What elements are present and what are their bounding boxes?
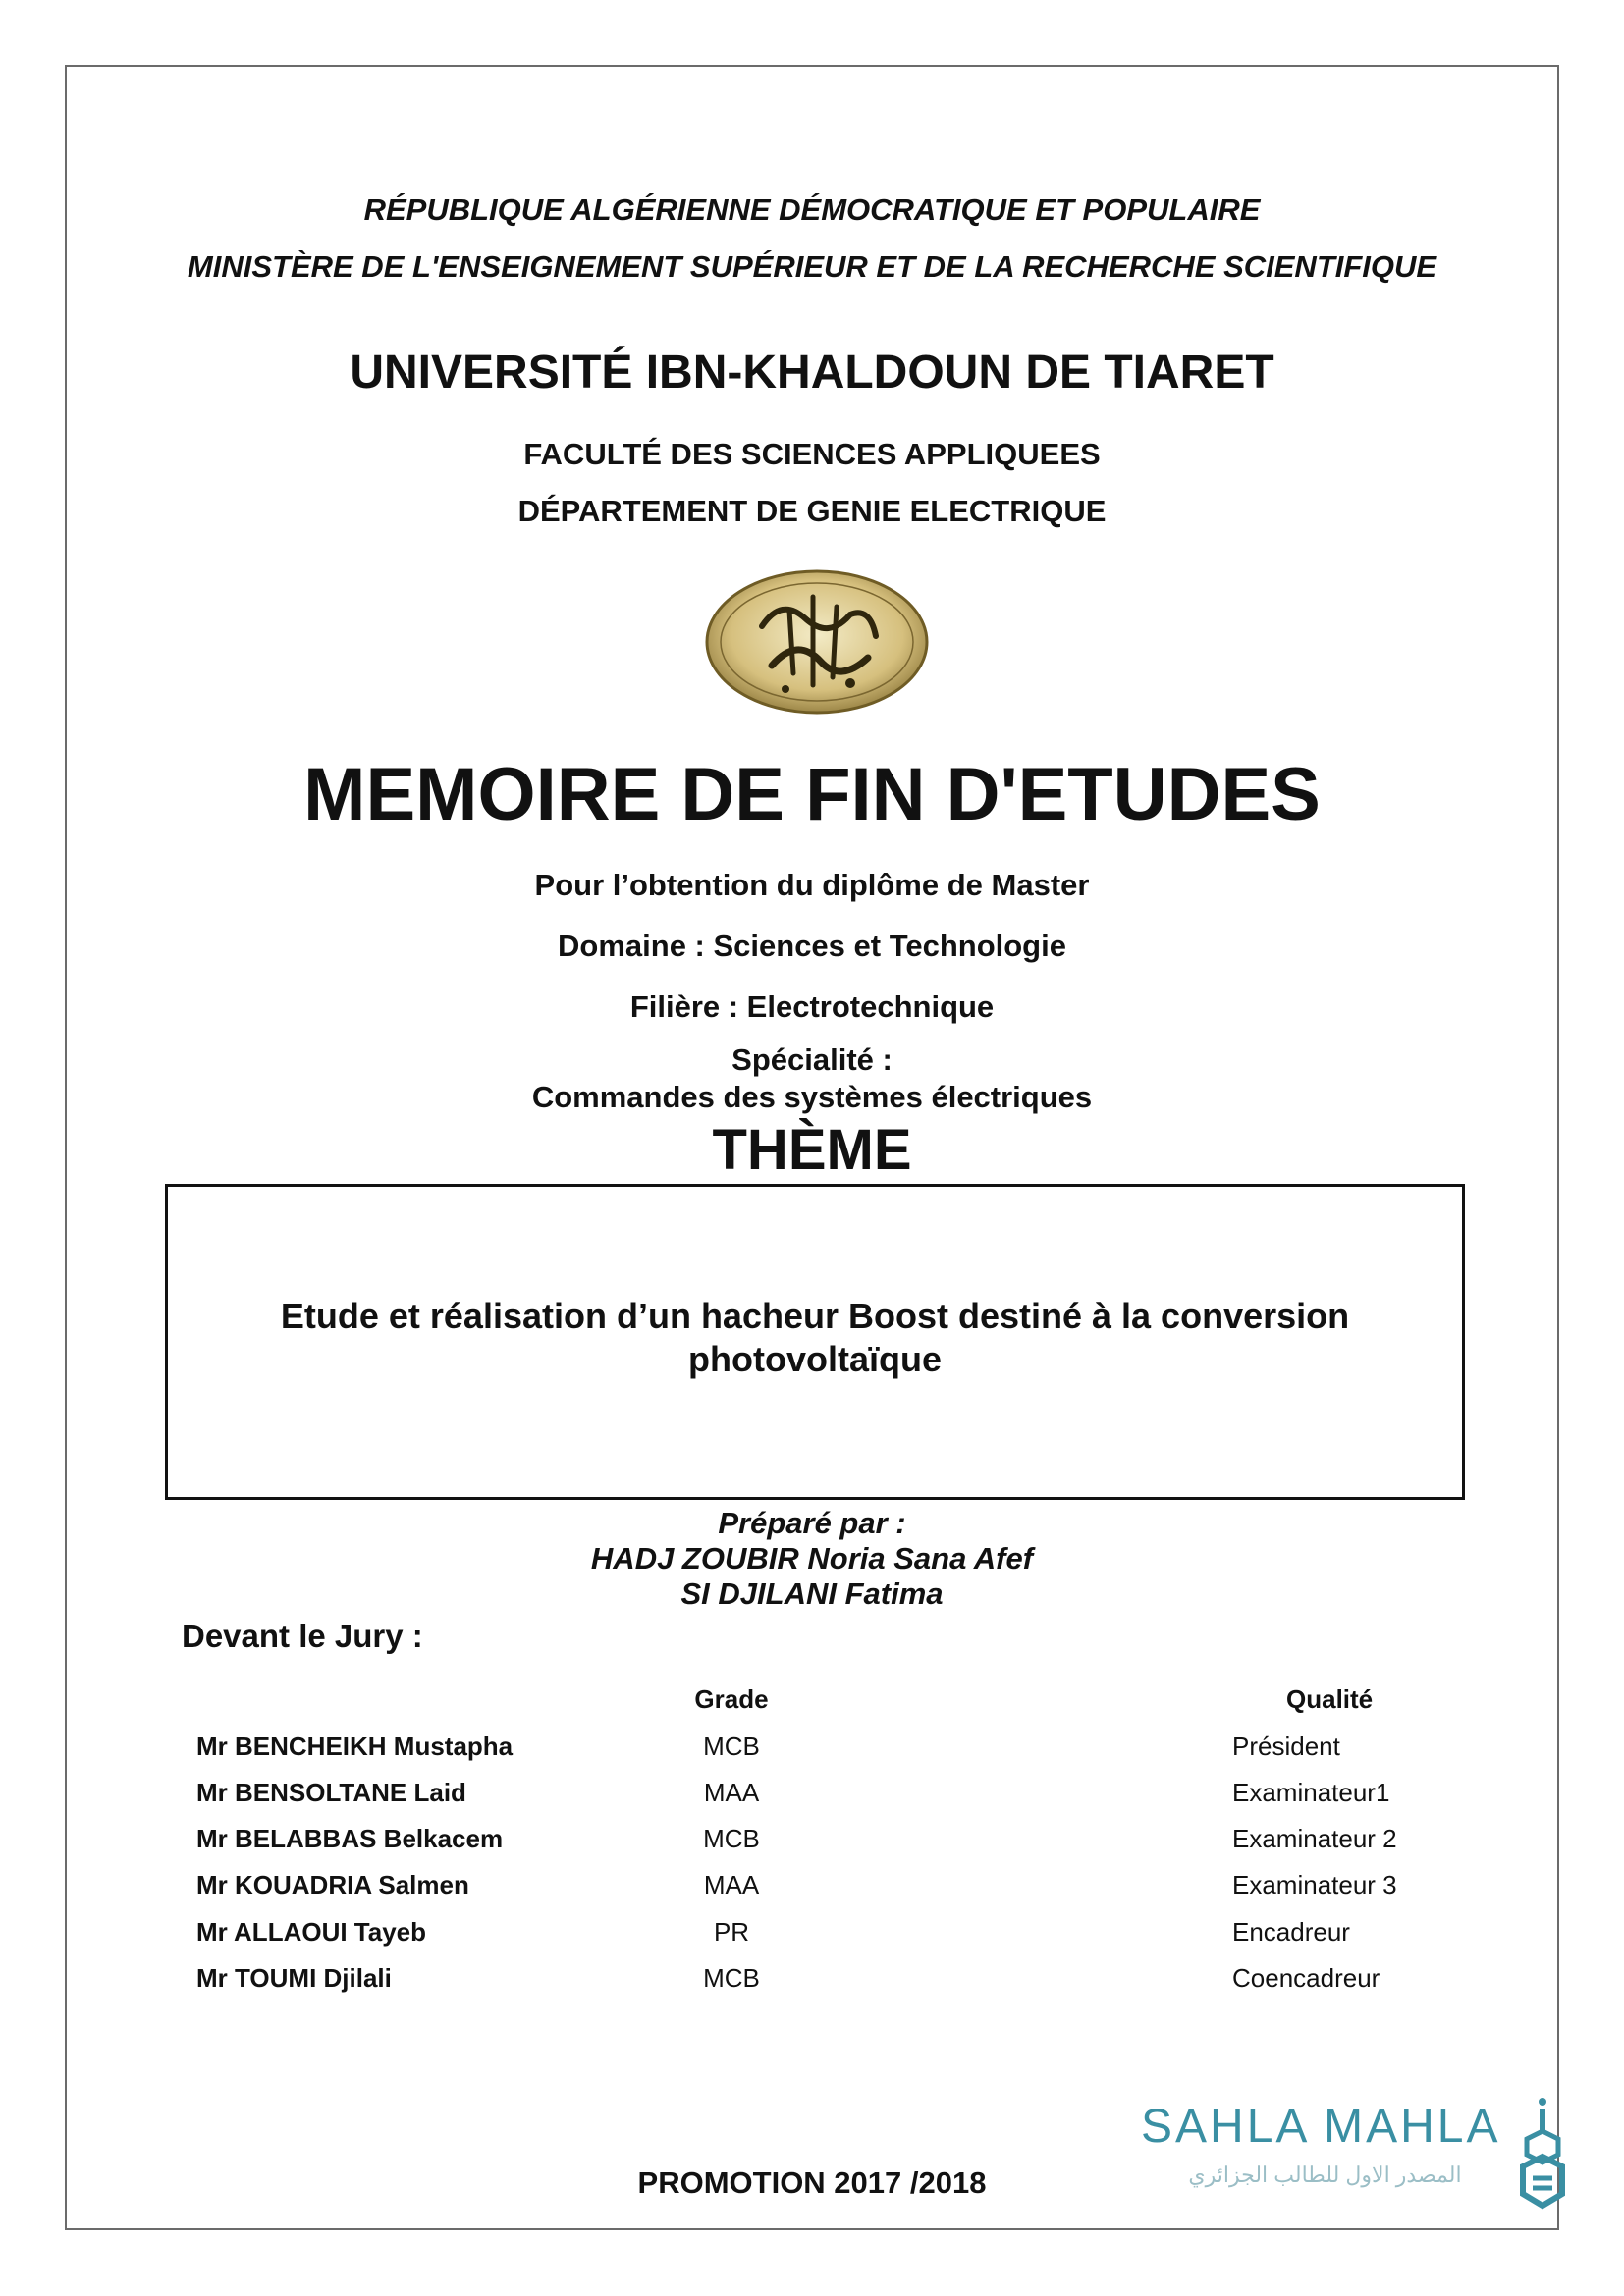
jury-row bbox=[0, 1732, 1624, 1771]
theme-box bbox=[165, 1184, 1465, 1500]
jury-member-name: Mr ALLAOUI Tayeb bbox=[196, 1917, 427, 1947]
memoire-title: MEMOIRE DE FIN D'ETUDES bbox=[303, 753, 1321, 836]
jury-member-qualite: Examinateur1 bbox=[1232, 1778, 1390, 1807]
jury-member-qualite: Examinateur 3 bbox=[1232, 1870, 1397, 1899]
jury-member-grade: MCB bbox=[703, 1963, 760, 1993]
prepared-label: Préparé par : bbox=[718, 1506, 906, 1540]
jury-member-grade: MCB bbox=[703, 1824, 760, 1853]
university-name: UNIVERSITÉ IBN-KHALDOUN DE TIARET bbox=[350, 347, 1274, 399]
promotion-line: PROMOTION 2017 /2018 bbox=[637, 2165, 987, 2200]
jury-member-name: Mr KOUADRIA Salmen bbox=[196, 1870, 469, 1899]
jury-header-grade: Grade bbox=[694, 1684, 769, 1714]
theme-title-line2: photovoltaïque bbox=[688, 1339, 942, 1379]
jury-member-qualite: Coencadreur bbox=[1232, 1963, 1380, 1993]
jury-member-grade: MAA bbox=[703, 1778, 760, 1807]
theme-heading: THÈME bbox=[712, 1118, 912, 1182]
author-2: SI DJILANI Fatima bbox=[680, 1576, 944, 1611]
jury-row bbox=[0, 1824, 1624, 1863]
republic-line: RÉPUBLIQUE ALGÉRIENNE DÉMOCRATIQUE ET POPULAIRE bbox=[363, 192, 1261, 227]
jury-header-qualite: Qualité bbox=[1286, 1684, 1374, 1714]
jury-member-name: Mr BENSOLTANE Laid bbox=[196, 1778, 466, 1807]
jury-row bbox=[0, 1778, 1624, 1817]
filiere-line: Filière : Electrotechnique bbox=[629, 989, 995, 1024]
watermark-tagline: المصدر الاول للطالب الجزائري bbox=[1188, 2163, 1462, 2187]
diploma-line: Pour l’obtention du diplôme de Master bbox=[534, 868, 1090, 902]
author-1: HADJ ZOUBIR Noria Sana Afef bbox=[590, 1541, 1034, 1575]
watermark-logo-icon bbox=[1517, 2096, 1568, 2212]
faculty-name: FACULTÉ DES SCIENCES APPLIQUEES bbox=[523, 437, 1101, 471]
jury-member-name: Mr BELABBAS Belkacem bbox=[196, 1824, 504, 1853]
jury-member-name: Mr TOUMI Djilali bbox=[196, 1963, 392, 1993]
theme-title bbox=[168, 1295, 1462, 1381]
specialite-label: Spécialité : bbox=[731, 1042, 893, 1077]
university-seal-icon bbox=[703, 567, 931, 717]
jury-member-grade: PR bbox=[713, 1917, 750, 1947]
jury-label: Devant le Jury : bbox=[182, 1618, 423, 1654]
ministry-line: MINISTÈRE DE L'ENSEIGNEMENT SUPÉRIEUR ET DE LA RECHERCHE SCIENTIFIQUE bbox=[187, 249, 1437, 284]
domain-line: Domaine : Sciences et Technologie bbox=[558, 929, 1066, 963]
department-name: DÉPARTEMENT DE GENIE ELECTRIQUE bbox=[517, 494, 1107, 528]
jury-member-qualite: Examinateur 2 bbox=[1232, 1824, 1397, 1853]
jury-member-grade: MCB bbox=[703, 1732, 760, 1761]
jury-row bbox=[0, 1917, 1624, 1956]
watermark-name: SAHLA MAHLA bbox=[1141, 2101, 1501, 2153]
specialite-value: Commandes des systèmes électriques bbox=[531, 1080, 1093, 1114]
theme-title-line1: Etude et réalisation d’un hacheur Boost destiné à la conversion bbox=[280, 1296, 1350, 1336]
jury-member-name: Mr BENCHEIKH Mustapha bbox=[196, 1732, 514, 1761]
sahla-mahla-watermark bbox=[1139, 2096, 1571, 2214]
jury-row bbox=[0, 1870, 1624, 1909]
jury-member-qualite: Encadreur bbox=[1232, 1917, 1350, 1947]
jury-row bbox=[0, 1963, 1624, 2002]
jury-member-grade: MAA bbox=[703, 1870, 760, 1899]
jury-member-qualite: Président bbox=[1232, 1732, 1340, 1761]
